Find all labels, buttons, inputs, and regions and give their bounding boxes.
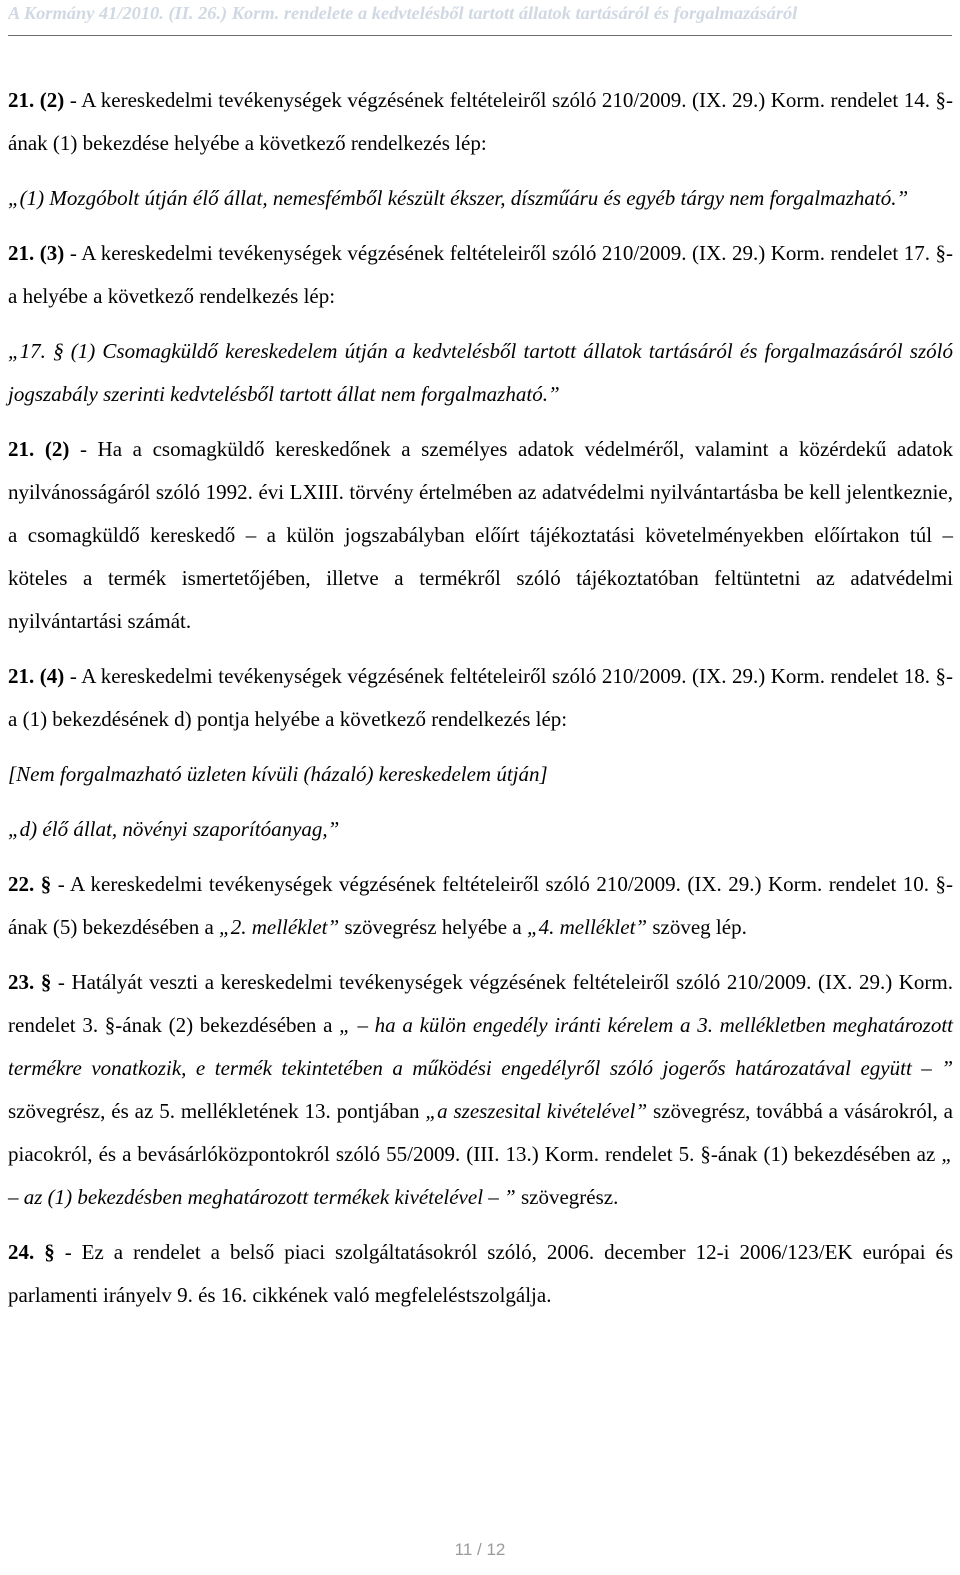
paragraph-text: - Ez a rendelet a belső piaci szolgáltatásokról szóló, 2006. december 12-i 2006/123/EK európai és parlamenti irányelv 9. és 16. cikkének való megfeleléstszolgálja.	[8, 1240, 954, 1307]
paragraph-21-2	[8, 79, 953, 165]
paragraph-number: 21. (4)	[8, 664, 65, 688]
quoted-text: „d) élő állat, növényi szaporítóanyag,”	[8, 817, 340, 841]
paragraph-text: - Ha a csomagküldő kereskedőnek a személyes adatok védelméről, valamint a közérdekű adatok nyilvánosságáról szóló 1992. évi LXIII. törvény értelmében az adatvédelmi nyilvántartásba be kell jelentkeznie, a csomagküldő kereskedő – a külön jogszabályban előírt tájékoztatási követelményekben előírtakon túl – köteles a termék ismertetőjében, illetve a termékről szóló tájékoztatóban feltüntetni az adatvédelmi nyilvántartási számát.	[8, 437, 953, 633]
quoted-text: „(1) Mozgóbolt útján élő állat, nemesfémből készült ékszer, díszműáru és egyéb tárgy nem forgalmazható.”	[8, 186, 909, 210]
paragraph-24	[8, 1231, 953, 1317]
document-body	[8, 79, 953, 1317]
paragraph-number: 21. (3)	[8, 241, 65, 265]
quoted-text: [Nem forgalmazható üzleten kívüli (házaló) kereskedelem útján]	[8, 762, 548, 786]
header-title: A Kormány 41/2010. (II. 26.) Korm. rendelete a kedvtelésből tartott állatok tartásáról és forgalmazásáról	[8, 3, 798, 23]
paragraph-text: - A kereskedelmi tevékenységek végzésének feltételeiről szóló 210/2009. (IX. 29.) Korm. rendelet 14. §-ának (1) bekezdése helyébe a következő rendelkezés lép:	[8, 88, 954, 155]
paragraph-text: - A kereskedelmi tevékenységek végzésének feltételeiről szóló 210/2009. (IX. 29.) Korm. rendelet 18. §-a (1) bekezdésének d) pontja helyébe a következő rendelkezés lép:	[8, 664, 954, 731]
quoted-text: „17. § (1) Csomagküldő kereskedelem útján a kedvtelésből tartott állatok tartásáról és forgalmazásáról szóló jogszabály szerinti kedvtelésből tartott állat nem forgalmazható.”	[8, 339, 953, 406]
quoted-provision	[8, 330, 953, 416]
paragraph-22	[8, 863, 953, 949]
paragraph-21-3	[8, 232, 953, 318]
quoted-provision	[8, 753, 953, 796]
quoted-provision	[8, 808, 953, 851]
paragraph-number: 23. §	[8, 970, 52, 994]
running-header	[0, 0, 960, 36]
paragraph-text: - A kereskedelmi tevékenységek végzésének feltételeiről szóló 210/2009. (IX. 29.) Korm. rendelet 17. §-a helyébe a következő rendelkezés lép:	[8, 241, 954, 308]
paragraph-number: 21. (2)	[8, 437, 70, 461]
paragraph-number: 21. (2)	[8, 88, 65, 112]
paragraph-number: 22. §	[8, 872, 52, 896]
paragraph-number: 24. §	[8, 1240, 55, 1264]
paragraph-21-4	[8, 655, 953, 741]
header-rule	[8, 35, 952, 36]
quoted-provision	[8, 177, 953, 220]
paragraph-text: - Hatályát veszti a kereskedelmi tevékenységek végzésének feltételeiről szóló 210/2009. (IX. 29.) Korm. rendelet 3. §-ának (2) bekezdésében a „ – ha a külön engedély iránti kérelem a 3. mellékletben meghatározott termékre vonatkozik, e termék tekintetében a működési engedélyről szóló jogerős határozatával együtt – ” szövegrész, és az 5. mellékletének 13. pontjában „a szeszesital kivételével” szövegrész, továbbá a vásárokról, a piacokról, és a bevásárlóközpontokról szóló 55/2009. (III. 13.) Korm. rendelet 5. §-ának (1) bekezdésében az „ – az (1) bekezdésben meghatározott termékek kivételével – ” szövegrész.	[8, 970, 954, 1209]
paragraph-21-2b	[8, 428, 953, 643]
paragraph-text: - A kereskedelmi tevékenységek végzésének feltételeiről szóló 210/2009. (IX. 29.) Korm. rendelet 10. §-ának (5) bekezdésében a „2. melléklet” szövegrész helyébe a „4. melléklet” szöveg lép.	[8, 872, 954, 939]
paragraph-23	[8, 961, 953, 1219]
page-number: 11 / 12	[454, 1540, 506, 1559]
